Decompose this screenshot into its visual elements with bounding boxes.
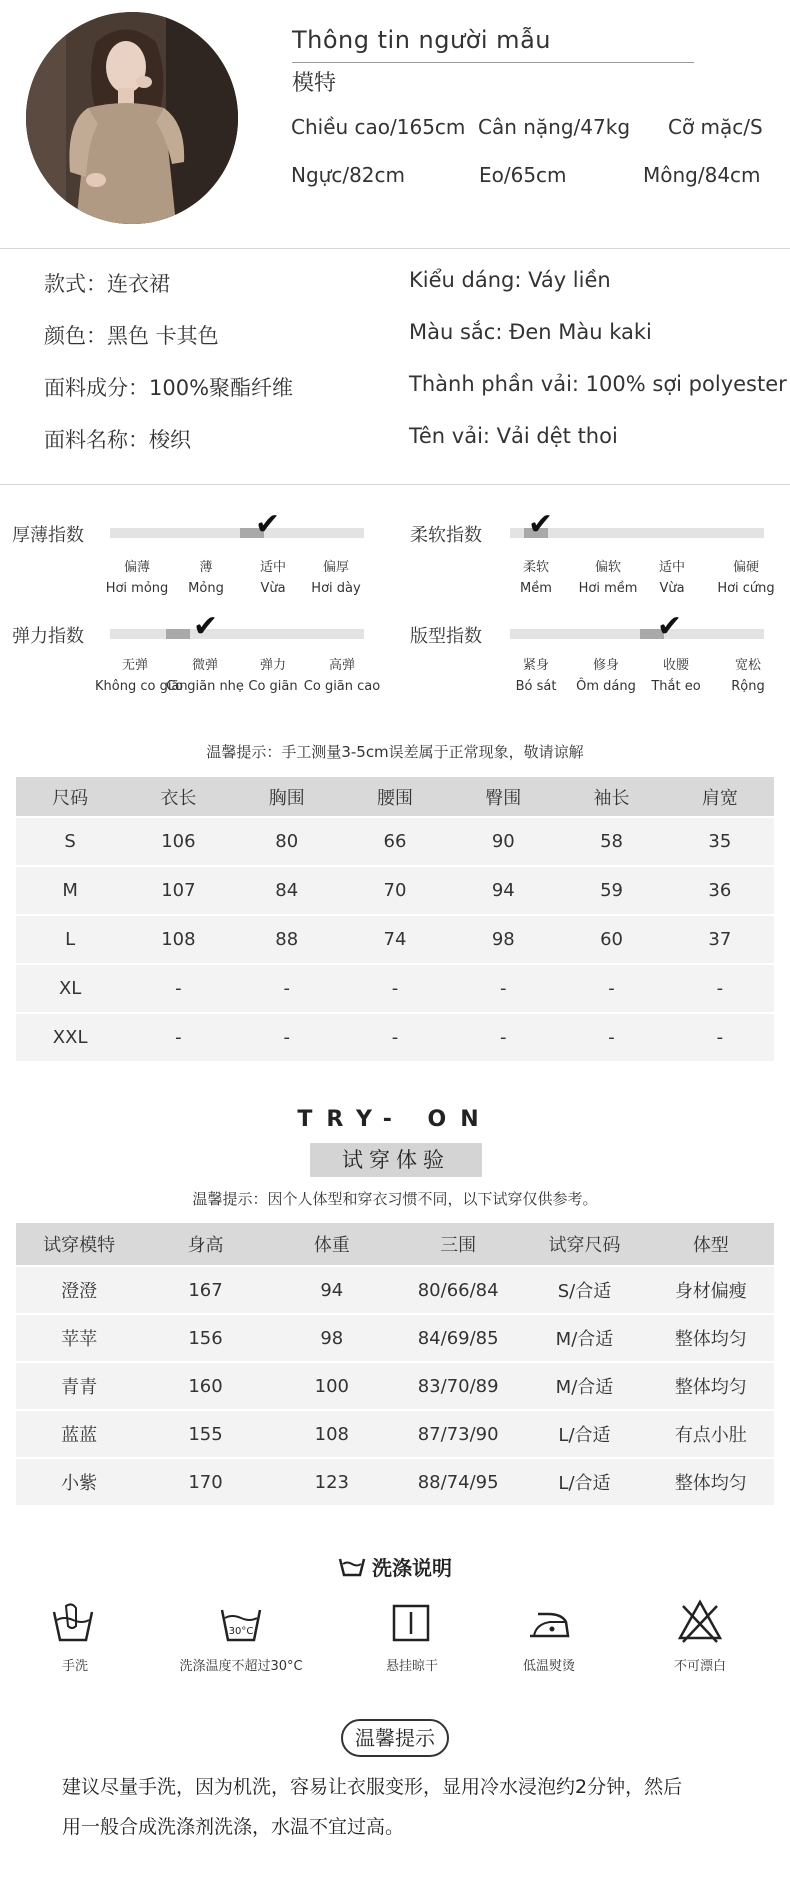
table-cell: XXL (16, 1013, 124, 1062)
table-header-cell: 尺码 (16, 777, 124, 817)
attr-style-vn: Kiểu dáng: Váy liền (409, 268, 611, 292)
table-row (16, 1314, 774, 1362)
table-cell: 59 (557, 866, 665, 915)
model-height: Chiều cao/165cm (291, 115, 466, 139)
no-bleach-icon (677, 1598, 723, 1644)
table-cell: M/合适 (521, 1314, 647, 1362)
table-cell: 83/70/89 (395, 1362, 521, 1410)
table-cell: XL (16, 964, 124, 1013)
scale-bar-elasticity (110, 629, 364, 639)
table-cell: - (341, 964, 449, 1013)
table-cell: 108 (269, 1410, 395, 1458)
check-icon: ✔ (657, 609, 683, 644)
model-weight: Cân nặng/47kg (478, 115, 631, 139)
table-cell: 60 (557, 915, 665, 964)
table-cell: 青青 (16, 1362, 142, 1410)
table-cell: 37 (666, 915, 774, 964)
scale-title-thickness: 厚薄指数 (12, 525, 84, 546)
table-cell: 87/73/90 (395, 1410, 521, 1458)
scale-option: 修身 Ôm dáng (576, 658, 636, 694)
table-cell: 蓝蓝 (16, 1410, 142, 1458)
divider (0, 248, 790, 249)
table-cell: 155 (142, 1410, 268, 1458)
table-cell: M (16, 866, 124, 915)
table-cell: S (16, 817, 124, 866)
table-cell: 167 (142, 1266, 268, 1314)
table-cell: 156 (142, 1314, 268, 1362)
scale-option: 柔软 Mềm (520, 560, 552, 596)
attr-style-cn: 款式：连衣裙 (44, 272, 170, 296)
scale-title-elasticity: 弹力指数 (12, 626, 84, 647)
table-header-cell: 试穿模特 (16, 1223, 142, 1266)
scale-option: 偏软 Hơi mềm (578, 560, 638, 596)
scale-option: 薄 Mỏng (188, 560, 224, 596)
model-hips: Mông/84cm (643, 163, 761, 187)
table-header-cell: 体型 (648, 1223, 774, 1266)
wash-label: 低温熨烫 (522, 1659, 575, 1674)
model-bust: Ngực/82cm (291, 163, 405, 187)
model-size: Cỡ mặc/S (668, 115, 763, 139)
table-cell: S/合适 (521, 1266, 647, 1314)
table-cell: 小紫 (16, 1458, 142, 1506)
table-cell: 106 (124, 817, 232, 866)
table-header-cell: 袖长 (557, 777, 665, 817)
attr-weave-vn: Tên vải: Vải dệt thoi (409, 424, 618, 448)
table-header-cell: 衣长 (124, 777, 232, 817)
table-cell: 123 (269, 1458, 395, 1506)
table-cell: - (124, 964, 232, 1013)
scale-option: 弹力 Co giãn (248, 658, 298, 694)
table-cell: 整体均匀 (648, 1362, 774, 1410)
tryon-note: 温馨提示：因个人体型和穿衣习惯不同，以下试穿仅供参考。 (192, 1190, 598, 1208)
check-icon: ✔ (528, 507, 554, 542)
table-cell: 36 (666, 866, 774, 915)
table-row (16, 866, 774, 915)
svg-text:30°C: 30°C (228, 1626, 254, 1637)
tryon-table (16, 1223, 774, 1507)
scale-bar-thickness (110, 528, 364, 538)
model-info-title: Thông tin người mẫu (292, 26, 551, 54)
table-cell: L/合适 (521, 1410, 647, 1458)
table-cell: - (233, 964, 341, 1013)
table-cell: 80/66/84 (395, 1266, 521, 1314)
table-cell: 整体均匀 (648, 1458, 774, 1506)
attr-weave-cn: 面料名称：梭织 (44, 428, 191, 452)
table-cell: 100 (269, 1362, 395, 1410)
table-cell: 94 (269, 1266, 395, 1314)
scale-option: 偏硬 Hơi cứng (717, 560, 775, 596)
scale-option: 无弹 Không co giãn (95, 658, 188, 694)
table-cell: 澄澄 (16, 1266, 142, 1314)
table-cell: - (124, 1013, 232, 1062)
scale-title-fit: 版型指数 (410, 626, 482, 647)
table-cell: - (557, 964, 665, 1013)
table-cell: 107 (124, 866, 232, 915)
table-cell: - (341, 1013, 449, 1062)
tryon-heading: TRY- ON (297, 1107, 493, 1132)
table-cell: 170 (142, 1458, 268, 1506)
table-header-cell: 胸围 (233, 777, 341, 817)
table-cell: M/合适 (521, 1362, 647, 1410)
table-cell: 58 (557, 817, 665, 866)
table-cell: - (666, 964, 774, 1013)
table-header-cell: 腰围 (341, 777, 449, 817)
table-header-row (16, 1223, 774, 1266)
table-cell: - (233, 1013, 341, 1062)
scale-option: 宽松 Rộng (731, 658, 765, 694)
table-cell: 98 (269, 1314, 395, 1362)
scale-option: 适中 Vừa (658, 560, 685, 596)
table-cell: 整体均匀 (648, 1314, 774, 1362)
table-header-cell: 三围 (395, 1223, 521, 1266)
table-cell: 80 (233, 817, 341, 866)
washtub-icon (338, 1556, 366, 1578)
tips-label: 温馨提示 (341, 1719, 449, 1757)
table-row (16, 817, 774, 866)
wash-label: 不可漂白 (673, 1659, 726, 1674)
model-info-subtitle: 模特 (292, 71, 337, 96)
hand-wash-icon (50, 1600, 96, 1646)
low-iron-icon (526, 1600, 572, 1646)
table-cell: 90 (449, 817, 557, 866)
table-cell: 66 (341, 817, 449, 866)
table-cell: - (449, 1013, 557, 1062)
attr-color-cn: 颜色：黑色 卡其色 (44, 324, 219, 348)
table-cell: - (449, 964, 557, 1013)
check-icon: ✔ (193, 609, 219, 644)
attr-fabric-cn: 面料成分：100%聚酯纤维 (44, 376, 294, 400)
table-row (16, 915, 774, 964)
tryon-label: 试穿体验 (310, 1143, 482, 1177)
table-cell: L/合适 (521, 1458, 647, 1506)
scale-option: 收腰 Thắt eo (651, 658, 701, 694)
table-cell: 94 (449, 866, 557, 915)
table-header-cell: 体重 (269, 1223, 395, 1266)
wash-title: 洗涤说明 (0, 1552, 790, 1581)
check-icon: ✔ (255, 507, 281, 542)
divider (0, 484, 790, 485)
table-cell: 70 (341, 866, 449, 915)
table-row (16, 1410, 774, 1458)
scale-option: 高弹 Co giãn cao (303, 658, 381, 694)
table-cell: 有点小肚 (648, 1410, 774, 1458)
table-row (16, 1013, 774, 1062)
table-row (16, 1362, 774, 1410)
table-header-cell: 肩宽 (666, 777, 774, 817)
scale-option: 微弹 Co giãn nhẹ (166, 658, 244, 694)
wash-label: 手洗 (61, 1659, 88, 1674)
table-header-cell: 臀围 (449, 777, 557, 817)
table-cell: 88 (233, 915, 341, 964)
scale-bar-fit (510, 629, 764, 639)
table-row (16, 1266, 774, 1314)
scale-option: 偏薄 Hơi mỏng (105, 560, 169, 596)
table-header-cell: 试穿尺码 (521, 1223, 647, 1266)
scale-option: 适中 Vừa (259, 560, 286, 596)
scale-option: 紧身 Bó sát (515, 658, 557, 694)
tips-line-2: 用一般合成洗涤剂洗涤，水温不宜过高。 (62, 1816, 405, 1838)
attr-fabric-vn: Thành phần vải: 100% sợi polyester (409, 372, 787, 396)
scale-title-softness: 柔软指数 (410, 525, 482, 546)
table-row (16, 1458, 774, 1506)
table-cell: 98 (449, 915, 557, 964)
table-cell: 88/74/95 (395, 1458, 521, 1506)
wash-30-icon (218, 1600, 264, 1646)
table-cell: - (557, 1013, 665, 1062)
attr-color-vn: Màu sắc: Đen Màu kaki (409, 320, 652, 344)
table-cell: 84 (233, 866, 341, 915)
table-cell: 苹苹 (16, 1314, 142, 1362)
measure-note: 温馨提示：手工测量3-5cm误差属于正常现象，敬请谅解 (206, 743, 584, 761)
table-row (16, 964, 774, 1013)
hang-dry-icon (388, 1600, 434, 1646)
table-cell: 160 (142, 1362, 268, 1410)
model-photo (26, 12, 238, 224)
table-header-row (16, 777, 774, 817)
scale-marker (166, 629, 190, 639)
scale-option: 偏厚 Hơi dày (311, 560, 361, 596)
table-cell: - (666, 1013, 774, 1062)
size-table (16, 777, 774, 1063)
table-header-cell: 身高 (142, 1223, 268, 1266)
table-cell: 35 (666, 817, 774, 866)
model-waist: Eo/65cm (479, 163, 567, 187)
title-underline (292, 62, 694, 63)
table-cell: 身材偏瘦 (648, 1266, 774, 1314)
table-cell: 84/69/85 (395, 1314, 521, 1362)
wash-label: 洗涤温度不超过30°C (179, 1659, 303, 1674)
wash-label: 悬挂晾干 (385, 1659, 438, 1674)
table-cell: L (16, 915, 124, 964)
table-cell: 108 (124, 915, 232, 964)
tips-line-1: 建议尽量手洗，因为机洗，容易让衣服变形，显用冷水浸泡约2分钟，然后 (62, 1776, 683, 1798)
table-cell: 74 (341, 915, 449, 964)
